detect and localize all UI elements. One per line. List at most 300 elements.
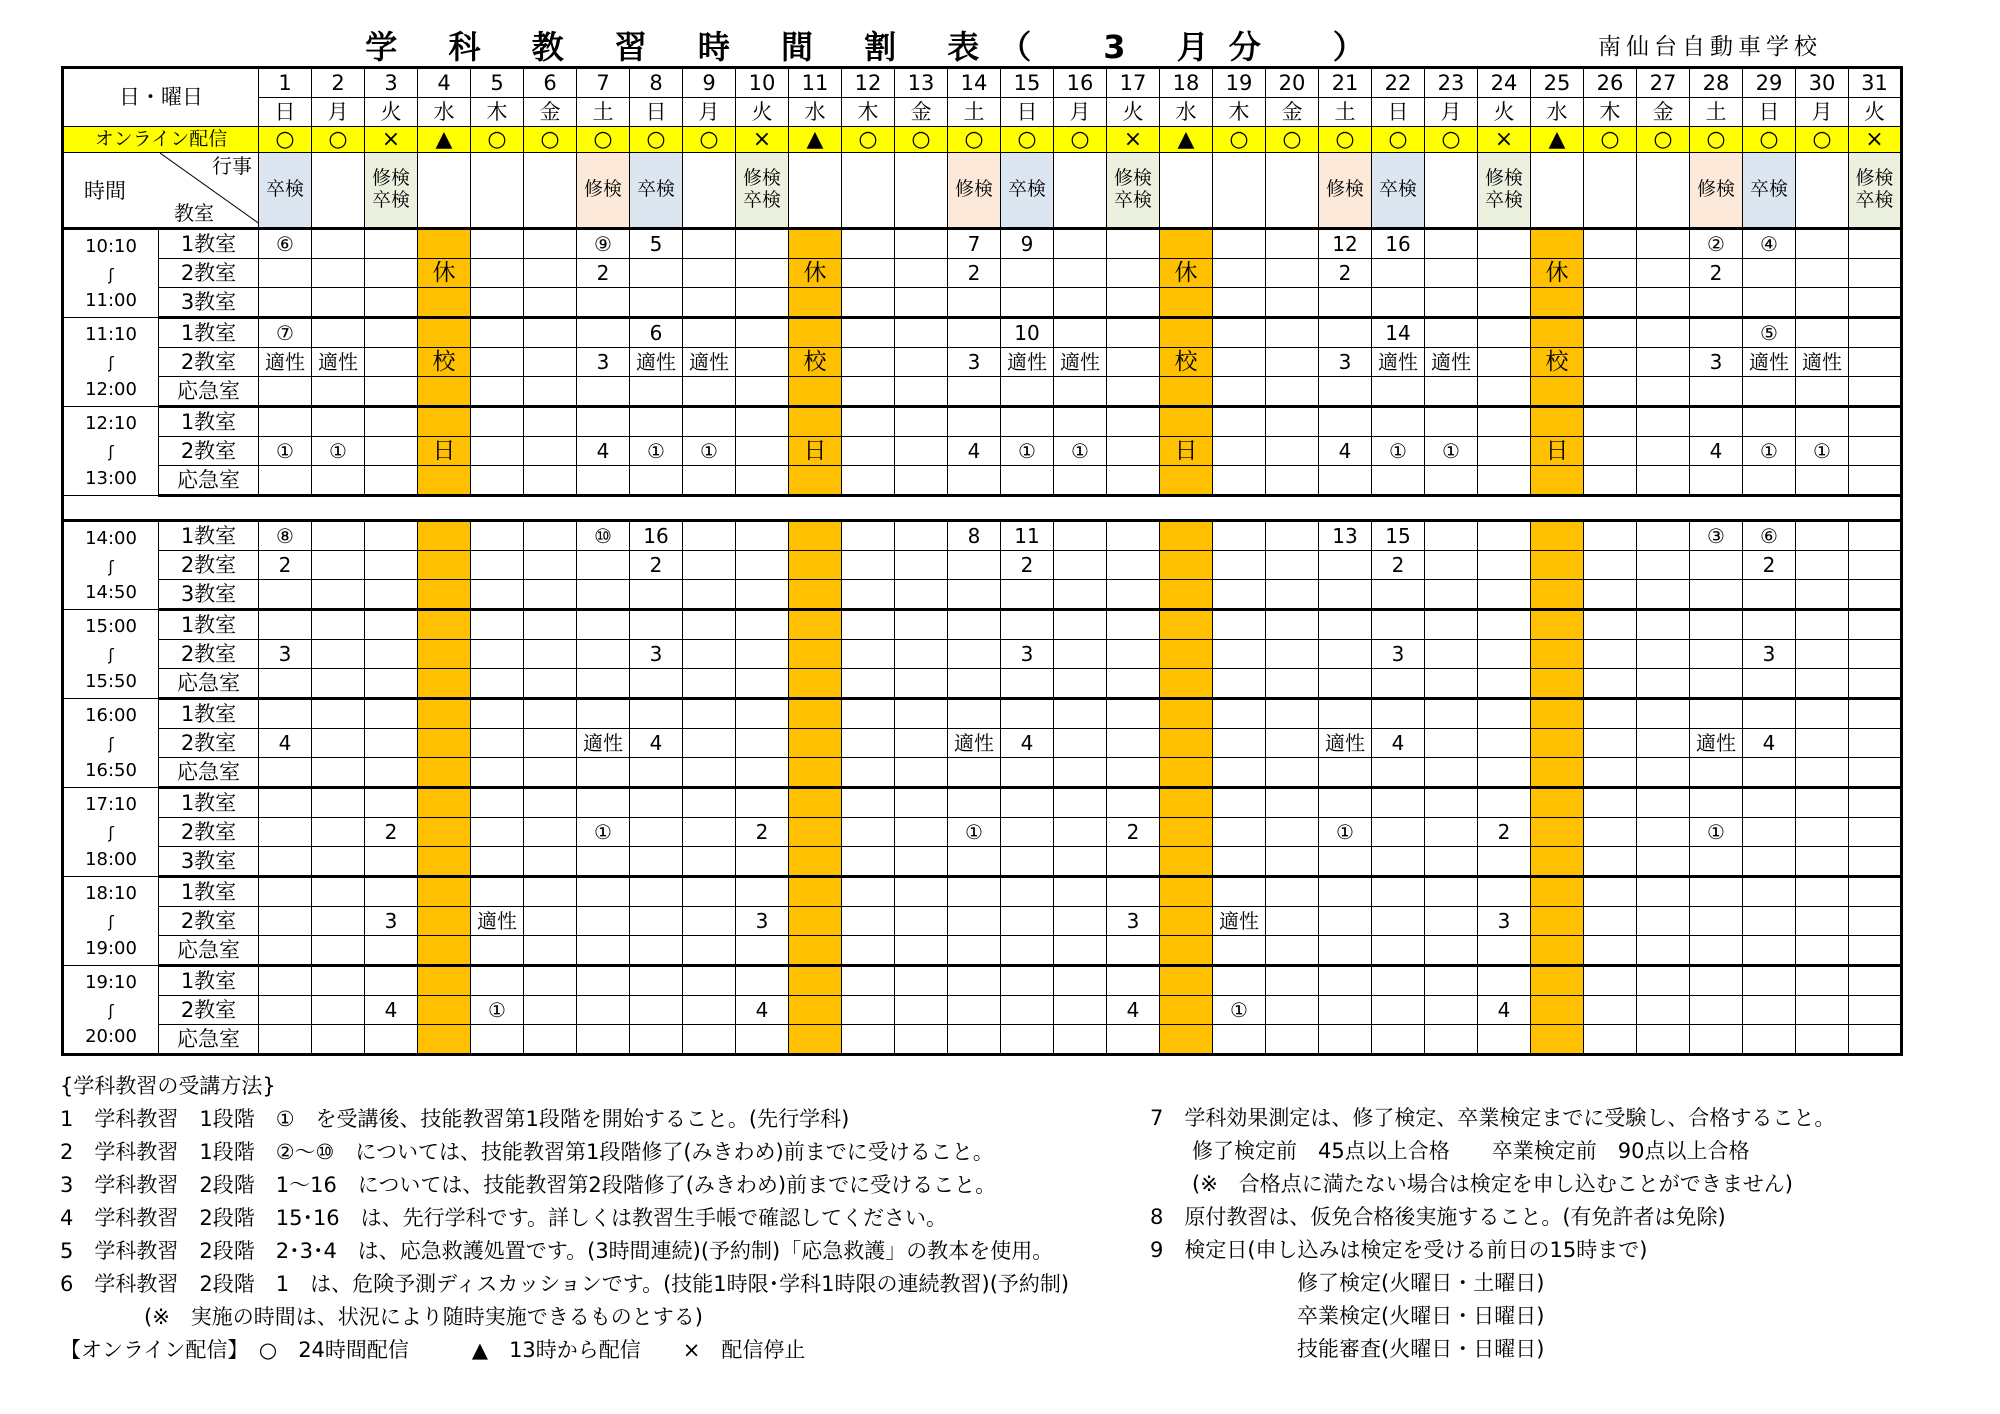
- lesson-cell: [948, 640, 1001, 669]
- note-line: 5 学科教習 2段階 2･3･4 は、応急救護処置です。(3時間連続)(予約制)「応急救護」の教本を使用。: [60, 1239, 1054, 1263]
- lesson-cell: [948, 407, 1001, 437]
- lesson-cell: [1849, 407, 1902, 437]
- lesson-cell: [1584, 788, 1637, 818]
- lesson-cell: [1001, 758, 1054, 788]
- lesson-cell: 14: [1372, 318, 1425, 348]
- lesson-cell: [1478, 288, 1531, 318]
- table-row: [63, 877, 1902, 907]
- lesson-cell: [471, 521, 524, 551]
- lesson-cell: [736, 610, 789, 640]
- closed-day-cell: [789, 288, 842, 318]
- closed-day-cell: [1160, 847, 1213, 877]
- closed-day-cell: [789, 521, 842, 551]
- lesson-cell: [842, 229, 895, 259]
- room-label: 応急室: [159, 669, 259, 699]
- lesson-cell: ④: [1743, 229, 1796, 259]
- note-line: 7 学科効果測定は、修了検定、卒業検定までに受験し、合格すること。: [1150, 1106, 1836, 1130]
- lesson-cell: [1266, 229, 1319, 259]
- lesson-cell: [365, 699, 418, 729]
- lesson-cell: 2: [1690, 259, 1743, 288]
- corner-time-label: 時間: [84, 179, 126, 203]
- lesson-cell: [1796, 259, 1849, 288]
- lesson-cell: [1796, 699, 1849, 729]
- lesson-cell: [1584, 758, 1637, 788]
- lesson-cell: [1319, 288, 1372, 318]
- event-label: 修検: [371, 167, 410, 190]
- lesson-cell: [1637, 288, 1690, 318]
- lesson-cell: [736, 437, 789, 466]
- lesson-cell: [736, 407, 789, 437]
- lesson-cell: [471, 788, 524, 818]
- event-cell: [1319, 153, 1372, 229]
- lesson-cell: [1743, 788, 1796, 818]
- lesson-cell: [1425, 377, 1478, 407]
- lesson-cell: 適性: [1054, 348, 1107, 377]
- lesson-cell: [1743, 288, 1796, 318]
- weekday: 水: [1160, 98, 1213, 127]
- lesson-cell: [1107, 610, 1160, 640]
- lesson-cell: [1266, 259, 1319, 288]
- lesson-cell: [1266, 699, 1319, 729]
- lesson-cell: [630, 288, 683, 318]
- lesson-cell: 11: [1001, 521, 1054, 551]
- lesson-cell: [1425, 610, 1478, 640]
- lesson-cell: 適性: [1796, 348, 1849, 377]
- lesson-cell: [1637, 669, 1690, 699]
- day-number: 11: [789, 68, 842, 98]
- lesson-cell: [471, 229, 524, 259]
- lesson-cell: [1796, 936, 1849, 966]
- lesson-cell: [471, 466, 524, 496]
- note-line: {学科教習の受講方法}: [60, 1074, 276, 1098]
- lesson-cell: [683, 788, 736, 818]
- weekday: 木: [842, 98, 895, 127]
- lesson-cell: [630, 877, 683, 907]
- lesson-cell: [1001, 877, 1054, 907]
- time-end: 11:00: [85, 290, 137, 312]
- online-status: ○: [895, 127, 948, 153]
- lesson-cell: [1849, 699, 1902, 729]
- lesson-cell: [1743, 847, 1796, 877]
- lesson-cell: [842, 936, 895, 966]
- lesson-cell: [1743, 377, 1796, 407]
- lesson-cell: [1213, 551, 1266, 580]
- lesson-cell: [1584, 669, 1637, 699]
- closed-day-cell: [789, 318, 842, 348]
- lesson-cell: [1054, 318, 1107, 348]
- lesson-cell: [1478, 669, 1531, 699]
- lesson-cell: [895, 259, 948, 288]
- lesson-cell: [524, 996, 577, 1025]
- lesson-cell: 2: [630, 551, 683, 580]
- lesson-cell: [1266, 407, 1319, 437]
- day-number: 1: [259, 68, 312, 98]
- note-line: 修了検定前 45点以上合格 卒業検定前 90点以上合格: [1150, 1139, 1750, 1163]
- time-cell: [63, 521, 159, 610]
- online-status: ▲: [1160, 127, 1213, 153]
- lesson-cell: [1584, 407, 1637, 437]
- time-cell: [63, 407, 159, 496]
- lesson-cell: [1425, 699, 1478, 729]
- closed-day-cell: [1531, 318, 1584, 348]
- lesson-cell: [1637, 377, 1690, 407]
- lesson-cell: [577, 377, 630, 407]
- lesson-cell: [842, 818, 895, 847]
- lesson-cell: 適性: [1425, 348, 1478, 377]
- event-cell: [1266, 153, 1319, 229]
- lesson-cell: [683, 640, 736, 669]
- closed-day-cell: [418, 1025, 471, 1055]
- lesson-cell: [365, 551, 418, 580]
- lesson-cell: [1266, 640, 1319, 669]
- lesson-cell: [1213, 729, 1266, 758]
- lesson-cell: [736, 699, 789, 729]
- weekday: 木: [1584, 98, 1637, 127]
- lesson-cell: [1001, 847, 1054, 877]
- room-label: 2教室: [159, 729, 259, 758]
- lesson-cell: [1054, 729, 1107, 758]
- lesson-cell: [1796, 466, 1849, 496]
- closed-day-cell: [418, 318, 471, 348]
- lesson-cell: [842, 318, 895, 348]
- lesson-cell: [1796, 847, 1849, 877]
- lesson-cell: [1425, 966, 1478, 996]
- time-cell: [63, 877, 159, 966]
- lesson-cell: [1425, 259, 1478, 288]
- closed-day-cell: [1531, 466, 1584, 496]
- lesson-cell: 3: [577, 348, 630, 377]
- closed-day-cell: [789, 729, 842, 758]
- event-label: 卒検: [1113, 189, 1152, 211]
- lesson-cell: [365, 640, 418, 669]
- lesson-cell: [524, 669, 577, 699]
- event-cell: [1001, 153, 1054, 229]
- lesson-cell: ②: [1690, 229, 1743, 259]
- weekday: 土: [948, 98, 1001, 127]
- online-status: ×: [365, 127, 418, 153]
- lesson-cell: [524, 437, 577, 466]
- day-number: 14: [948, 68, 1001, 98]
- event-cell: [418, 153, 471, 229]
- lesson-cell: [1319, 610, 1372, 640]
- closed-day-cell: [418, 640, 471, 669]
- lesson-cell: [895, 377, 948, 407]
- closed-day-cell: [789, 907, 842, 936]
- lesson-cell: 9: [1001, 229, 1054, 259]
- closed-day-cell: [1531, 847, 1584, 877]
- lesson-cell: [842, 729, 895, 758]
- lesson-cell: 2: [948, 259, 1001, 288]
- lesson-cell: [1107, 1025, 1160, 1055]
- lesson-cell: [630, 610, 683, 640]
- lesson-cell: [1425, 847, 1478, 877]
- lesson-cell: [471, 610, 524, 640]
- lesson-cell: [1584, 521, 1637, 551]
- weekday: 土: [1319, 98, 1372, 127]
- lesson-cell: [683, 318, 736, 348]
- lesson-cell: [259, 377, 312, 407]
- time-end: 15:50: [85, 670, 137, 692]
- table-row: [63, 640, 1902, 669]
- lesson-cell: ⑤: [1743, 318, 1796, 348]
- lesson-cell: [1319, 907, 1372, 936]
- online-status: ○: [1690, 127, 1743, 153]
- room-label: 応急室: [159, 377, 259, 407]
- lesson-cell: [630, 788, 683, 818]
- lesson-cell: [1107, 699, 1160, 729]
- lesson-cell: [948, 936, 1001, 966]
- lesson-cell: [895, 580, 948, 610]
- lesson-cell: [895, 966, 948, 996]
- closed-day-cell: [1531, 729, 1584, 758]
- lesson-cell: [895, 669, 948, 699]
- lesson-cell: [630, 1025, 683, 1055]
- lesson-cell: [259, 818, 312, 847]
- weekday: 火: [365, 98, 418, 127]
- weekday: 火: [736, 98, 789, 127]
- lesson-cell: 8: [948, 521, 1001, 551]
- lesson-cell: [630, 580, 683, 610]
- lesson-cell: [471, 580, 524, 610]
- lesson-cell: [1584, 847, 1637, 877]
- lesson-cell: [842, 847, 895, 877]
- table-row: [63, 259, 1902, 288]
- lesson-cell: [1849, 466, 1902, 496]
- lesson-cell: [524, 758, 577, 788]
- closed-day-cell: [789, 818, 842, 847]
- lesson-cell: 4: [365, 996, 418, 1025]
- lesson-cell: [736, 377, 789, 407]
- event-label: 修検: [1696, 178, 1735, 201]
- lesson-cell: [1107, 580, 1160, 610]
- closed-day-cell: [1160, 640, 1213, 669]
- lesson-cell: [683, 229, 736, 259]
- day-number: 23: [1425, 68, 1478, 98]
- lesson-cell: [1425, 640, 1478, 669]
- lesson-cell: [736, 847, 789, 877]
- lesson-cell: [1425, 936, 1478, 966]
- closed-day-label: 休: [789, 259, 842, 288]
- day-number: 15: [1001, 68, 1054, 98]
- lesson-cell: [683, 407, 736, 437]
- weekday: 金: [1637, 98, 1690, 127]
- lesson-cell: [1054, 758, 1107, 788]
- weekday: 火: [1107, 98, 1160, 127]
- lesson-cell: [1690, 377, 1743, 407]
- day-number: 30: [1796, 68, 1849, 98]
- lesson-cell: 3: [948, 348, 1001, 377]
- lesson-cell: [1584, 551, 1637, 580]
- lesson-cell: [1107, 936, 1160, 966]
- lesson-cell: [683, 699, 736, 729]
- lesson-cell: [1796, 788, 1849, 818]
- online-status: ○: [1743, 127, 1796, 153]
- lesson-cell: [1319, 877, 1372, 907]
- lesson-cell: [577, 669, 630, 699]
- lesson-cell: [524, 640, 577, 669]
- lesson-cell: [1690, 966, 1743, 996]
- lesson-cell: [948, 288, 1001, 318]
- lesson-cell: 4: [1478, 996, 1531, 1025]
- lesson-cell: [1796, 229, 1849, 259]
- lesson-cell: [1054, 877, 1107, 907]
- lesson-cell: [365, 288, 418, 318]
- lesson-cell: [365, 669, 418, 699]
- closed-day-cell: [1531, 1025, 1584, 1055]
- lesson-cell: [1213, 966, 1266, 996]
- lesson-cell: [524, 521, 577, 551]
- lesson-cell: [365, 259, 418, 288]
- lesson-cell: [259, 466, 312, 496]
- notes-left: [60, 1070, 1160, 1367]
- lesson-cell: [842, 580, 895, 610]
- day-number: 19: [1213, 68, 1266, 98]
- lesson-cell: [312, 521, 365, 551]
- lesson-cell: [895, 551, 948, 580]
- lesson-cell: [630, 758, 683, 788]
- lesson-cell: [683, 551, 736, 580]
- lesson-cell: [1690, 936, 1743, 966]
- closed-day-cell: [1160, 788, 1213, 818]
- lesson-cell: [1372, 699, 1425, 729]
- corner-event-label: 行事: [212, 154, 252, 178]
- weekday: 月: [1425, 98, 1478, 127]
- note-line: 1 学科教習 1段階 ① を受講後、技能教習第1段階を開始すること。(先行学科): [60, 1107, 850, 1131]
- lesson-cell: 4: [1001, 729, 1054, 758]
- table-row: [63, 966, 1902, 996]
- lesson-cell: [948, 551, 1001, 580]
- closed-day-cell: [418, 669, 471, 699]
- lesson-cell: [365, 437, 418, 466]
- table-row: [63, 669, 1902, 699]
- lesson-cell: [736, 640, 789, 669]
- lesson-cell: [365, 847, 418, 877]
- lesson-cell: ①: [683, 437, 736, 466]
- table-row: [63, 699, 1902, 729]
- event-label: 卒検: [371, 189, 410, 211]
- day-number: 22: [1372, 68, 1425, 98]
- lesson-cell: [630, 699, 683, 729]
- event-cell: [895, 153, 948, 229]
- note-line: 2 学科教習 1段階 ②～⑩ については、技能教習第1段階修了(みきわめ)前までに受けること。: [60, 1140, 994, 1164]
- lesson-cell: [895, 437, 948, 466]
- lesson-cell: [312, 729, 365, 758]
- weekday: 月: [1796, 98, 1849, 127]
- lesson-cell: [1319, 669, 1372, 699]
- table-row: [63, 348, 1902, 377]
- online-status: ○: [1001, 127, 1054, 153]
- lesson-cell: [736, 936, 789, 966]
- time-separator: ʃ: [108, 734, 114, 754]
- school-name: 南仙台自動車学校: [1598, 34, 1822, 60]
- lesson-cell: [1213, 259, 1266, 288]
- table-row: [63, 466, 1902, 496]
- closed-day-cell: [1531, 877, 1584, 907]
- lesson-cell: [1637, 1025, 1690, 1055]
- room-label: 応急室: [159, 1025, 259, 1055]
- lesson-cell: [1478, 936, 1531, 966]
- online-status: ○: [1266, 127, 1319, 153]
- time-separator: ʃ: [108, 556, 114, 576]
- lesson-cell: [1478, 640, 1531, 669]
- lesson-cell: [1637, 610, 1690, 640]
- lesson-cell: 4: [259, 729, 312, 758]
- lesson-cell: [895, 407, 948, 437]
- event-cell: [1213, 153, 1266, 229]
- closed-day-cell: [789, 580, 842, 610]
- lesson-cell: [312, 466, 365, 496]
- room-label: 1教室: [159, 229, 259, 259]
- lesson-cell: [630, 907, 683, 936]
- table-row: [63, 758, 1902, 788]
- corner-header: [63, 153, 259, 229]
- lesson-cell: [683, 1025, 736, 1055]
- day-number: 21: [1319, 68, 1372, 98]
- event-label: 卒検: [1484, 189, 1523, 211]
- lesson-cell: [683, 907, 736, 936]
- lesson-cell: [471, 437, 524, 466]
- lesson-cell: [683, 259, 736, 288]
- note-line: 【オンライン配信】 ○ 24時間配信 ▲ 13時から配信 × 配信停止: [60, 1338, 806, 1362]
- lesson-cell: [1849, 610, 1902, 640]
- closed-day-cell: [418, 521, 471, 551]
- lesson-cell: [524, 699, 577, 729]
- lesson-cell: [1425, 407, 1478, 437]
- closed-day-label: 日: [418, 437, 471, 466]
- lesson-cell: 2: [259, 551, 312, 580]
- lesson-cell: 2: [1478, 818, 1531, 847]
- lesson-cell: [524, 288, 577, 318]
- lesson-cell: [1743, 1025, 1796, 1055]
- closed-day-cell: [1531, 640, 1584, 669]
- lesson-cell: ①: [948, 818, 1001, 847]
- lesson-cell: [736, 259, 789, 288]
- lesson-cell: 3: [1478, 907, 1531, 936]
- closed-day-cell: [1160, 699, 1213, 729]
- note-line: 3 学科教習 2段階 1～16 については、技能教習第2段階修了(みきわめ)前までに受けること。: [60, 1173, 997, 1197]
- room-label: 1教室: [159, 788, 259, 818]
- lesson-cell: [365, 758, 418, 788]
- lesson-cell: [1213, 936, 1266, 966]
- lesson-cell: [1266, 348, 1319, 377]
- day-number: 3: [365, 68, 418, 98]
- closed-day-cell: [418, 818, 471, 847]
- lesson-cell: [1584, 907, 1637, 936]
- lesson-cell: [1213, 610, 1266, 640]
- room-label: 2教室: [159, 907, 259, 936]
- closed-day-cell: [1531, 669, 1584, 699]
- lesson-cell: [1213, 640, 1266, 669]
- lesson-cell: [1266, 437, 1319, 466]
- closed-day-label: 校: [1531, 348, 1584, 377]
- event-label: 卒検: [1855, 189, 1894, 211]
- table-row: [63, 229, 1902, 259]
- lesson-cell: 2: [1319, 259, 1372, 288]
- lesson-cell: 4: [1107, 996, 1160, 1025]
- lesson-cell: [577, 580, 630, 610]
- event-label: 修検: [954, 178, 993, 201]
- lesson-cell: [259, 907, 312, 936]
- lesson-cell: [1107, 437, 1160, 466]
- lesson-cell: [577, 936, 630, 966]
- lesson-cell: [1478, 788, 1531, 818]
- lesson-cell: [1690, 788, 1743, 818]
- time-start: 17:10: [85, 794, 137, 816]
- closed-day-cell: [1160, 1025, 1213, 1055]
- lesson-cell: [895, 1025, 948, 1055]
- weekday: 土: [577, 98, 630, 127]
- lesson-cell: 3: [1743, 640, 1796, 669]
